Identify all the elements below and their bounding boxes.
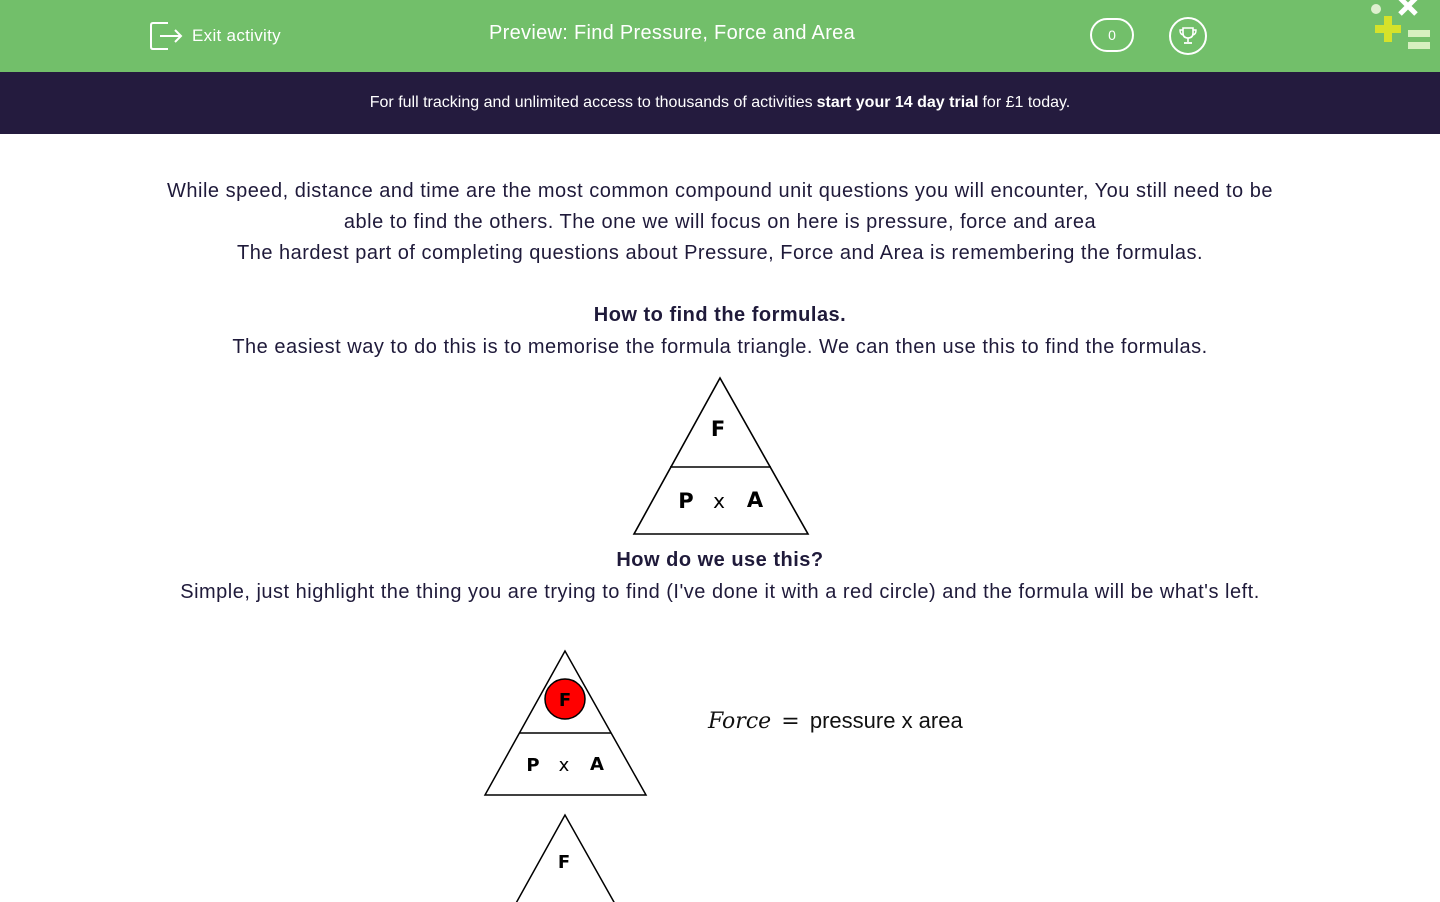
force-triangle-top: F [558,690,572,711]
triangle-area-label: A [746,488,764,512]
exit-activity-label: Exit activity [192,26,281,45]
pressure-triangle-top: F [557,852,571,873]
banner-text-after: for £1 today. [982,94,1071,111]
heading-find-formulas: How to find the formulas. [593,304,847,326]
top-bar [0,0,1440,72]
banner-text-before: For full tracking and unlimited access to thousands of activities [369,94,813,111]
formula-triangle [630,375,810,537]
force-formula [708,708,963,734]
pressure-triangle [482,812,648,902]
formula-triangle-paragraph: The easiest way to do this is to memorise the formula triangle. We can then use this to find the formulas. [232,336,1208,358]
force-triangle-right: A [590,754,604,775]
logo [1364,0,1440,60]
intro-paragraph-2: The hardest part of completing questions about Pressure, Force and Area is remembering the formulas. [236,242,1204,264]
triangle-force-label: F [710,417,726,441]
force-triangle-op: x [558,755,570,776]
force-formula-equals: = [781,709,800,734]
trial-banner [0,72,1440,134]
force-formula-rhs: pressure x area [809,708,963,733]
trophy-icon [1177,25,1199,47]
activity-content [150,176,1290,608]
highlight-instructions: Simple, just highlight the thing you are trying to find (I've done it with a red circle) and the formula will be what's left. [180,581,1260,603]
trial-link[interactable]: start your 14 day trial [816,94,979,111]
intro-paragraph: While speed, distance and time are the most common compound unit questions you will encounter, You still need to be able to find the others. The one we will focus on here is pressure, force and area [167,180,1273,233]
triangle-multiply-label: x [713,489,725,513]
heading-how-to-use: How do we use this? [616,549,824,571]
force-triangle-left: P [526,755,540,776]
force-formula-lhs: Force [708,709,772,734]
triangle-pressure-label: P [678,489,694,513]
trophy-button[interactable] [1169,17,1207,55]
force-triangle [482,648,648,798]
page-title: Preview: Find Pressure, Force and Area [489,22,855,44]
score-badge[interactable]: 0 [1090,18,1134,52]
